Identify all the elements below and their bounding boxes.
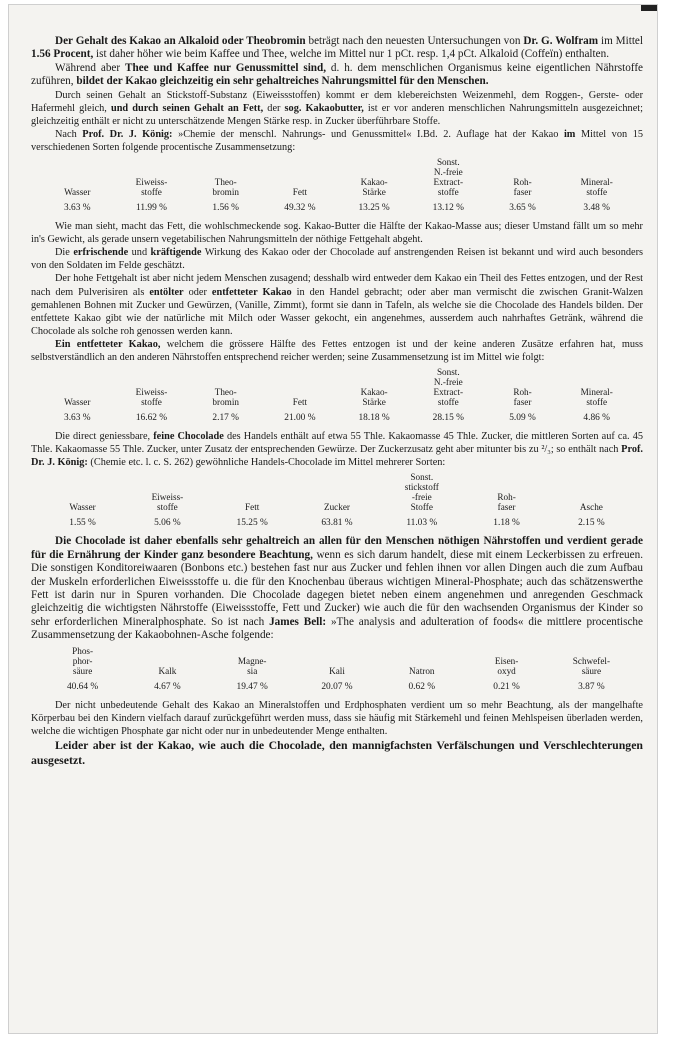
table-header-cell: Roh- faser (513, 387, 532, 408)
table-header-cell: Kali (329, 665, 345, 676)
table-header-cell: Fett (292, 397, 308, 408)
table-header-cell: Mineral- stoffe (580, 387, 613, 408)
paragraph-fettgehalt (31, 272, 643, 337)
bold-name: James Bell: (269, 615, 327, 628)
table-cell: 18.18 % (358, 413, 390, 424)
table-cell: 15.25 % (236, 518, 268, 529)
table-header-cell: Roh- faser (497, 492, 516, 513)
table-cell: 1.18 % (493, 518, 520, 529)
table-cell: 49.32 % (284, 203, 316, 214)
bold-word: kräftigende (150, 247, 202, 259)
table-cell: 3.65 % (509, 203, 536, 214)
text-run: Die (55, 247, 74, 259)
bold-name: Prof. Dr. J. König: (82, 128, 173, 140)
bold-phrase: sog. Kakaobutter, (284, 102, 364, 114)
table-header-cell: Fett (245, 502, 260, 513)
text-run: (Chemie etc. l. c. S. 262) gewöhnliche Handels-Chocolade im Mittel mehrerer Sorten: (87, 457, 446, 469)
table-header-cell: Theo- bromin (212, 177, 239, 198)
table-cell: 4.67 % (154, 681, 181, 692)
table-cell: 20.07 % (321, 681, 353, 692)
bold-word: im (563, 128, 576, 140)
document-page (8, 4, 658, 1034)
text-run: Während aber (55, 61, 126, 74)
bold-phrase: Ein entfetteter Kakao, (55, 338, 161, 350)
bold-phrase: entfetteter Kakao (211, 286, 292, 298)
table-cell: 11.99 % (136, 203, 167, 214)
table-header-row (40, 646, 634, 680)
text-run: Durch seinen Gehalt an Stickstoff-Substanz (Eiweissstoffen) kommt er dem klebereichsten Weizenmehl, dem Roggen-, Gerste- oder Hafermehl gleich, (31, 89, 643, 114)
table-row (40, 201, 634, 215)
table-cell: 4.86 % (583, 413, 610, 424)
paragraph-entfetteter-kakao (31, 338, 643, 364)
table-cell: 63.81 % (321, 518, 353, 529)
text-run: »Chemie der menschl. Nahrungs- und Genussmittel« I.Bd. 2. Auflage hat der Kakao (172, 128, 564, 140)
table-cell: 0.62 % (408, 681, 436, 692)
text-run: wenn es sich darum handelt, diese mit einem Leckerbissen zu erfreuen. Die sonstigen Konditoreiwaaren (Bonbons etc.) bestehen fast nur aus Zucker und fehlen ihnen vor allen Dingen auch die zum Aufbau der Muskeln erforderlichen Eiweissstoffe u. die für den Knochenbau überaus wichtigen Mineral-Phosphate; auch das schätzenswerthe Fett ist darin nur in Spuren vorhanden. Die Chocolade dagegen bietet neben einem angenehmen und anregenden Geschmack gleichzeitig die wichtigsten Nährstoffe (Eiweissstoffe, Fett und Zucker) wie auch die für den wachsenden Organismus der Kinder so sehr erforderlichen Mineralphosphate. So ist nach (31, 548, 643, 628)
table-cell: 13.25 % (358, 203, 390, 214)
paragraph-erfrischend (31, 246, 643, 272)
table-cell: 0.21 % (493, 681, 520, 692)
table-cell: 5.09 % (509, 413, 536, 424)
bold-phrase: und durch seinen Gehalt an Fett, (110, 102, 264, 114)
table-cell: 2.15 % (578, 518, 605, 529)
bold-name: Prof. Dr. J. König: (31, 444, 643, 469)
text-run: und (128, 247, 151, 259)
text-run: in den Handel gebracht; oder aber man vermischt die zwischen Granit-Walzen gemahlenen Bohnen mit Zucker und Gewürzen, (Vanille, Zimmt), formt sie dann in Tafeln, als welche sie die Chocolade des Handels bilden. Der entfettete Kakao gibt wie der natürliche mit Milch oder Wasser gekocht, ein angenehmes, ausserdem auch nahrhaftes Getränk, während die Chocolade als solche roh genossen werden kann. (31, 286, 644, 337)
table-cell: 1.55 % (69, 518, 96, 529)
table-header-row (40, 367, 634, 411)
bold-word: entölter (149, 286, 184, 298)
composition-table-kakao (40, 157, 634, 215)
bold-phrase: Leider aber ist der Kakao, wie auch die Chocolade, den mannigfachsten Verfälschungen und Verschlechterungen ausgesetzt. (31, 737, 643, 767)
bold-phrase: Thee und Kaffee nur Genussmittel sind, (125, 61, 327, 74)
paragraph-verfaelschungen (31, 738, 643, 768)
paragraph-mineralstoffe: Der nicht unbedeutende Gehalt des Kakao an Mineralstoffen und Erdphosphaten verdient um so mehr Beachtung, als der mangelhafte Körperbau bei den Kindern vielfach darauf zurückgeführt werden muss, dass sie häufig mit Stärkemehl und feinen Mehlspeisen überladen werden, welche die wichtigen Phosphate gar nicht oder nur in unbedeutender Menge enthalten. (31, 699, 643, 737)
paragraph-theobromin (31, 35, 643, 62)
paragraph-feine-chocolade (31, 430, 643, 469)
table-header-cell: Kakao- Stärke (360, 387, 388, 408)
table-header-cell: Wasser (64, 397, 91, 408)
bold-phrase: feine Chocolade (153, 431, 224, 443)
text-run: Wirkung des Kakao oder der Chocolade auf anstrengenden Reisen ist bekannt und wird auch besonders von den Soldaten im Felde geschätzt. (31, 247, 644, 272)
bold-phrase: Die Chocolade ist daher ebenfalls sehr gehaltreich an allen für den Menschen nöthigen Nährstoffen und verdient gerade für die Ernährung der Kinder ganz besondere Beachtung, (31, 535, 643, 561)
table-header-cell: Zucker (323, 502, 350, 513)
bold-word: erfrischende (73, 247, 129, 259)
page-content (31, 35, 643, 768)
page-edge-mark (641, 5, 657, 11)
table-header-cell: Eiweiss- stoffe (135, 177, 168, 198)
table-cell: 1.56 % (212, 203, 239, 214)
text-run: ist er vor anderen menschlichen Nahrungsmitteln ausgezeichnet; gleichzeitig enthält er nicht zu unterschätzende Mengen Stärke resp. in Zucker überführbare Stoffe. (31, 102, 643, 127)
table-cell: 11.03 % (406, 518, 438, 529)
text-run: oder (183, 286, 212, 298)
text-run: Die direct geniessbare, (55, 431, 154, 443)
text-run: Nach (55, 128, 83, 140)
text-run: Mittel von 15 verschiedenen Sorten folgende procentische Zusammensetzung: (31, 128, 643, 153)
table-header-cell: Kakao- Stärke (360, 177, 388, 198)
table-cell: 19.47 % (236, 681, 268, 692)
table-row (40, 516, 634, 530)
text-run: »The analysis and adulteration of foods« die mittlere procentische Zusammensetzung der Kakaobohnen-Asche folgende: (31, 615, 643, 642)
table-cell: 3.63 % (64, 203, 91, 214)
text-run: welchem die grössere Hälfte des Fettes entzogen ist und der keine anderen Zusätze erfahren hat, muss selbstverständlich an den anderen Nährstoffen entsprechend reicher werden; seine Zusammensetzung ist im Mittel wie folgt: (31, 338, 643, 364)
bold-phrase: Der Gehalt des Kakao an Alkaloid oder Theobromin (55, 35, 306, 47)
table-row (40, 680, 634, 694)
table-header-cell: Natron (409, 665, 435, 676)
text-run: des Handels enthält auf etwa 55 Thle. Kakaomasse 45 Thle. Zucker, die mittleren Sorten auf ca. 45 Thle. Kakaomasse 55 Thle. Zucker, unter Zusatz der entsprechenden Gewürze. Der Zuckerzusatz geht aber mitunter bis zu ²/₃; so enthält nach (31, 431, 643, 456)
text-run: im Mittel (598, 35, 644, 47)
paragraph-koenig-intro (31, 128, 643, 154)
text-run: der (263, 102, 285, 114)
table-cell: 13.12 % (432, 203, 464, 214)
table-row (40, 411, 634, 425)
table-header-cell: Magne- sia (237, 655, 267, 676)
paragraph-kakaobutter: Wie man sieht, macht das Fett, die wohlschmeckende sog. Kakao-Butter die Hälfte der Kakao-Masse aus; dieser Umstand fällt um so mehr in's Gewicht, als gerade unsern vegetabilischen Nahrungsmitteln der nöthige Fettgehalt abgeht. (31, 221, 643, 246)
table-header-cell: Sonst. N.-freie Extract- stoffe (433, 157, 464, 198)
composition-table-asche (40, 646, 634, 694)
table-header-cell: Mineral- stoffe (580, 177, 613, 198)
table-header-cell: Roh- faser (513, 177, 532, 198)
table-header-cell: Fett (292, 187, 308, 198)
paragraph-genussmittel (31, 62, 643, 89)
text-run: d. h. dem menschlichen Organismus keine eigentlichen Nährstoffe zuführen, (31, 61, 644, 88)
paragraph-stickstoff (31, 89, 643, 128)
table-header-cell: Eisen- oxyd (494, 655, 519, 676)
table-cell: 40.64 % (66, 681, 99, 692)
table-cell: 3.87 % (578, 681, 605, 692)
table-cell: 3.63 % (64, 413, 91, 424)
table-cell: 3.48 % (583, 203, 610, 214)
table-cell: 2.17 % (212, 413, 239, 424)
composition-table-entfettet (40, 367, 634, 425)
table-header-cell: Sonst. N.-freie Extract- stoffe (433, 367, 464, 408)
table-header-cell: Sonst. stickstoff -freie Stoffe (404, 472, 439, 513)
text-run: ist daher höher wie beim Kaffee und Thee, welche im Mittel nur 1 pCt. resp. 1,4 pCt. Alkaloid (Coffeïn) enthalten. (93, 48, 609, 61)
text-run: Der hohe Fettgehalt ist aber nicht jedem Menschen zusagend; desshalb wird entweder dem Kakao ein Theil des Fettes entzogen, und der Rest nach dem Pulverisiren als (31, 273, 643, 298)
table-cell: 21.00 % (284, 413, 316, 424)
table-cell: 5.06 % (154, 518, 181, 529)
table-header-cell: Asche (579, 502, 603, 513)
table-header-cell: Theo- bromin (212, 387, 239, 408)
table-header-cell: Kalk (158, 665, 177, 676)
table-header-cell: Wasser (69, 502, 96, 513)
table-header-cell: Eiweiss- stoffe (151, 492, 184, 513)
table-header-cell: Schwefel- säure (572, 655, 611, 676)
table-cell: 16.62 % (135, 413, 168, 424)
table-header-row (40, 157, 634, 201)
table-header-cell: Phos- phor- säure (72, 645, 94, 676)
composition-table-chocolade (40, 472, 634, 530)
table-header-cell: Wasser (64, 187, 91, 198)
text-run: beträgt nach den neuesten Untersuchungen von (305, 35, 524, 47)
bold-phrase: bildet der Kakao gleichzeitig ein sehr gehaltreiches Nahrungsmittel für den Menschen. (76, 75, 489, 88)
table-header-row (40, 472, 634, 516)
paragraph-chocolade-naehrstoffe (31, 535, 643, 642)
table-cell: 28.15 % (432, 413, 464, 424)
bold-value: 1.56 Procent, (31, 48, 94, 61)
bold-name: Dr. G. Wolfram (523, 35, 599, 47)
table-header-cell: Eiweiss- stoffe (135, 387, 168, 408)
